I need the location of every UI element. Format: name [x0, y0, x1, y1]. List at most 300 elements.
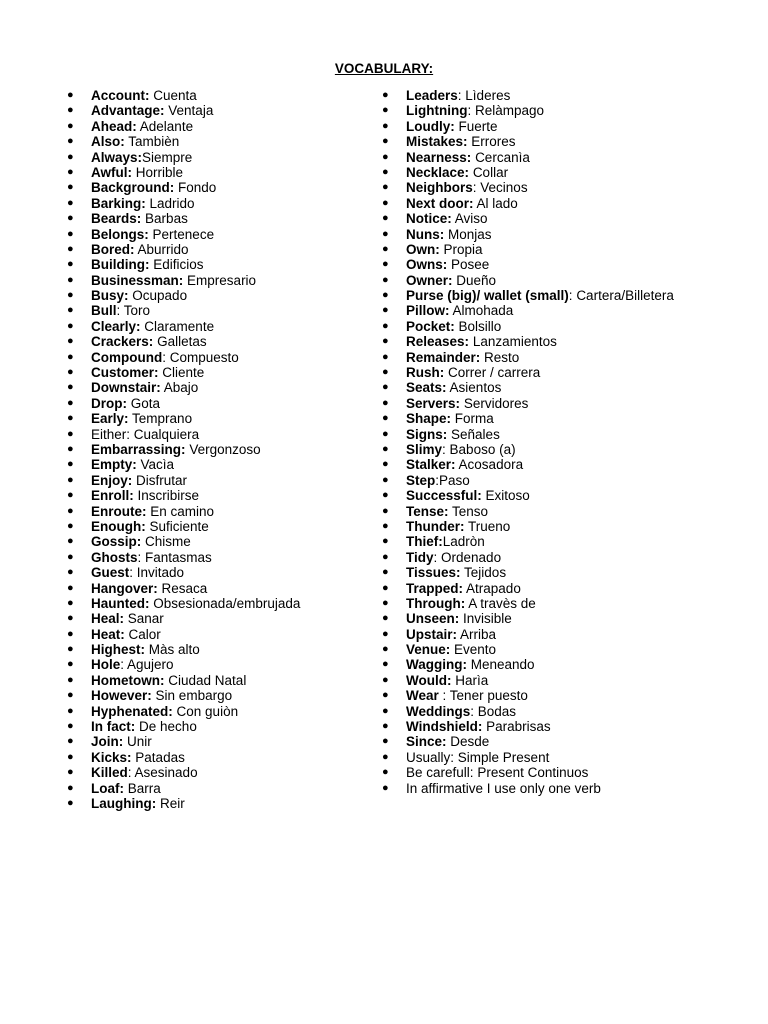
term-separator: : [129, 565, 137, 581]
entry-text [406, 273, 496, 288]
vocabulary-term: Customer: [91, 365, 159, 381]
bullet-icon: ● [67, 150, 74, 163]
entry-text [91, 704, 238, 719]
vocabulary-term: Bored: [91, 241, 135, 257]
bullet-icon: ● [67, 181, 74, 194]
vocabulary-term: Stalker: [406, 457, 456, 473]
vocabulary-entry [382, 519, 762, 534]
vocabulary-term: Empty: [91, 457, 137, 473]
vocabulary-term: Leaders [406, 88, 458, 103]
vocabulary-entry [382, 642, 762, 657]
bullet-icon: ● [382, 581, 389, 594]
vocabulary-entry [67, 350, 367, 365]
vocabulary-term: Enough: [91, 518, 146, 534]
entry-text [91, 119, 193, 134]
vocabulary-translation: Obsesionada/embrujada [153, 595, 301, 611]
bullet-icon: ● [382, 427, 389, 440]
vocabulary-translation: Calor [128, 626, 161, 642]
entry-text [91, 273, 256, 288]
vocabulary-term: Upstair: [406, 626, 458, 642]
entry-text [406, 719, 551, 734]
vocabulary-list-left [67, 88, 367, 811]
bullet-icon: ● [67, 350, 74, 363]
bullet-icon: ● [67, 550, 74, 563]
vocabulary-translation: Ladrido [149, 195, 195, 211]
entry-text [406, 627, 496, 642]
vocabulary-entry [382, 781, 762, 796]
bullet-icon: ● [67, 535, 74, 548]
bullet-icon: ● [67, 581, 74, 594]
vocabulary-entry [382, 211, 762, 226]
entry-text [91, 750, 185, 765]
vocabulary-entry [67, 534, 367, 549]
bullet-icon: ● [67, 304, 74, 317]
vocabulary-translation: Almohada [452, 303, 514, 319]
vocabulary-term: Ahead: [91, 118, 137, 134]
vocabulary-term: Lightning [406, 103, 468, 119]
vocabulary-translation: Dueño [456, 272, 497, 288]
bullet-icon: ● [67, 258, 74, 271]
vocabulary-list-right [382, 88, 762, 796]
bullet-icon: ● [67, 212, 74, 225]
bullet-icon: ● [67, 442, 74, 455]
entry-text [406, 642, 496, 657]
vocabulary-translation: Bodas [477, 703, 517, 719]
vocabulary-translation: Horrible [135, 164, 184, 180]
vocabulary-translation: Aviso [454, 211, 488, 227]
vocabulary-term: Next door: [406, 195, 474, 211]
vocabulary-term: Also: [91, 134, 125, 150]
bullet-icon: ● [67, 89, 74, 101]
bullet-icon: ● [67, 104, 74, 117]
vocabulary-entry [382, 473, 762, 488]
vocabulary-term: Compound [91, 349, 163, 365]
vocabulary-term: Wagging: [406, 657, 467, 673]
vocabulary-term: Hole [91, 657, 121, 673]
vocabulary-entry [67, 581, 367, 596]
vocabulary-entry [67, 165, 367, 180]
vocabulary-translation: Cualquiera [133, 426, 200, 442]
vocabulary-entry [382, 565, 762, 580]
entry-text [406, 303, 513, 318]
bullet-icon: ● [67, 704, 74, 717]
entry-text [406, 257, 489, 272]
bullet-icon: ● [67, 596, 74, 609]
vocabulary-translation: Cliente [162, 365, 205, 381]
vocabulary-term: Tense: [406, 503, 449, 519]
vocabulary-entry [67, 257, 367, 272]
vocabulary-translation: Cercanìa [475, 149, 530, 165]
bullet-icon: ● [67, 135, 74, 148]
bullet-icon: ● [67, 489, 74, 502]
vocabulary-translation: De hecho [139, 719, 197, 735]
entry-text [91, 550, 212, 565]
entry-text [91, 519, 209, 534]
vocabulary-translation: Vacìa [140, 457, 175, 473]
entry-text [406, 457, 523, 472]
bullet-icon: ● [67, 473, 74, 486]
vocabulary-translation: Exitoso [485, 488, 530, 504]
vocabulary-term: Servers: [406, 395, 461, 411]
entry-text [406, 673, 488, 688]
entry-text [91, 103, 213, 118]
vocabulary-entry [67, 396, 367, 411]
vocabulary-translation: Cartera/Billetera [576, 288, 674, 304]
entry-text [91, 596, 300, 611]
vocabulary-term: Owner: [406, 272, 453, 288]
vocabulary-term: Belongs: [91, 226, 149, 242]
vocabulary-entry [382, 550, 762, 565]
vocabulary-entry [382, 704, 762, 719]
vocabulary-entry [67, 288, 367, 303]
term-separator: : [438, 688, 450, 704]
entry-text [406, 581, 521, 596]
entry-text [91, 319, 214, 334]
vocabulary-entry [67, 627, 367, 642]
vocabulary-entry [382, 196, 762, 211]
bullet-icon: ● [382, 535, 389, 548]
vocabulary-entry [67, 657, 367, 672]
term-separator: : [162, 349, 170, 365]
vocabulary-entry [67, 704, 367, 719]
vocabulary-translation: Errores [471, 134, 516, 150]
vocabulary-entry [67, 134, 367, 149]
vocabulary-translation: Barra [127, 780, 161, 796]
vocabulary-term: Through: [406, 595, 466, 611]
entry-text [91, 196, 195, 211]
vocabulary-term: Pillow: [406, 303, 450, 319]
bullet-icon: ● [67, 658, 74, 671]
term-separator: : [435, 472, 440, 488]
bullet-icon: ● [67, 227, 74, 240]
vocabulary-term: Releases: [406, 334, 470, 350]
vocabulary-translation: Tejidos [464, 565, 507, 581]
vocabulary-translation: Disfrutar [136, 472, 188, 488]
bullet-icon: ● [382, 335, 389, 348]
vocabulary-term: Heal: [91, 611, 125, 627]
bullet-icon: ● [67, 119, 74, 132]
bullet-icon: ● [382, 412, 389, 425]
bullet-icon: ● [67, 796, 74, 809]
term-separator: : [457, 88, 466, 103]
vocabulary-term: Enroute: [91, 503, 147, 519]
bullet-icon: ● [67, 750, 74, 763]
vocabulary-term: Signs: [406, 426, 448, 442]
entry-text [91, 504, 214, 519]
vocabulary-entry [382, 673, 762, 688]
vocabulary-translation: Siempre [142, 149, 193, 165]
bullet-icon: ● [67, 427, 74, 440]
term-separator: : [433, 549, 442, 565]
vocabulary-translation: Posee [451, 257, 490, 273]
bullet-icon: ● [382, 750, 389, 763]
vocabulary-term: Be carefull: [406, 765, 474, 781]
entry-text [91, 581, 207, 596]
bullet-icon: ● [67, 643, 74, 656]
entry-text [91, 565, 184, 580]
vocabulary-translation: Patadas [135, 749, 185, 765]
entry-text [406, 504, 488, 519]
entry-text [91, 719, 197, 734]
vocabulary-translation: Resto [484, 349, 520, 365]
bullet-icon: ● [382, 381, 389, 394]
entry-text [91, 781, 161, 796]
vocabulary-entry [382, 581, 762, 596]
vocabulary-term: Account: [91, 88, 150, 103]
bullet-icon: ● [382, 489, 389, 502]
bullet-icon: ● [382, 473, 389, 486]
vocabulary-term: Venue: [406, 642, 451, 658]
vocabulary-entry [382, 257, 762, 272]
entry-text [406, 534, 485, 549]
bullet-icon: ● [67, 735, 74, 748]
entry-text [91, 673, 246, 688]
vocabulary-term: Trapped: [406, 580, 464, 596]
entry-text [406, 657, 535, 672]
vocabulary-translation: Señales [451, 426, 500, 442]
vocabulary-translation: Inscribirse [137, 488, 200, 504]
vocabulary-term: Awful: [91, 164, 132, 180]
entry-text [91, 488, 199, 503]
entry-text [406, 750, 549, 765]
bullet-icon: ● [382, 227, 389, 240]
vocabulary-term: Haunted: [91, 595, 150, 611]
vocabulary-entry [67, 765, 367, 780]
bullet-icon: ● [382, 289, 389, 302]
vocabulary-entry [67, 750, 367, 765]
entry-text [91, 688, 232, 703]
vocabulary-translation: Cuenta [153, 88, 197, 103]
entry-text [91, 257, 204, 272]
vocabulary-entry [382, 380, 762, 395]
vocabulary-entry [67, 150, 367, 165]
entry-text [91, 334, 207, 349]
entry-text [406, 365, 540, 380]
bullet-icon: ● [67, 504, 74, 517]
bullet-icon: ● [382, 735, 389, 748]
bullet-icon: ● [67, 319, 74, 332]
vocabulary-term: Crackers: [91, 334, 154, 350]
vocabulary-entry [382, 227, 762, 242]
entry-text [91, 657, 174, 672]
vocabulary-term: Loudly: [406, 118, 455, 134]
bullet-icon: ● [67, 612, 74, 625]
entry-text [406, 165, 508, 180]
vocabulary-translation: Correr / carrera [448, 365, 541, 381]
vocabulary-translation: Aburrido [137, 241, 189, 257]
entry-text [91, 611, 164, 626]
entry-text [406, 103, 544, 118]
bullet-icon: ● [382, 89, 389, 101]
vocabulary-entry [382, 134, 762, 149]
entry-text [91, 180, 216, 195]
bullet-icon: ● [382, 627, 389, 640]
vocabulary-translation: Desde [450, 734, 490, 750]
term-separator: : [127, 765, 135, 781]
term-separator: : [467, 103, 475, 119]
bullet-icon: ● [382, 720, 389, 733]
vocabulary-translation: Adelante [139, 118, 194, 134]
bullet-icon: ● [382, 258, 389, 271]
bullet-icon: ● [67, 196, 74, 209]
vocabulary-translation: Vecinos [480, 180, 528, 196]
vocabulary-translation: Gota [130, 395, 161, 411]
vocabulary-term: Early: [91, 411, 129, 427]
entry-text [91, 411, 192, 426]
entry-text [406, 473, 470, 488]
entry-text [91, 396, 160, 411]
vocabulary-translation: Unir [127, 734, 152, 750]
bullet-icon: ● [382, 612, 389, 625]
vocabulary-translation: Ocupado [132, 288, 188, 304]
vocabulary-term: Own: [406, 241, 440, 257]
vocabulary-translation: Bolsillo [458, 318, 502, 334]
vocabulary-translation: Fondo [178, 180, 217, 196]
vocabulary-entry [67, 88, 367, 103]
bullet-icon: ● [382, 366, 389, 379]
vocabulary-entry [382, 688, 762, 703]
vocabulary-term: Advantage: [91, 103, 165, 119]
vocabulary-term: Step [406, 472, 436, 488]
vocabulary-translation: Invitado [136, 565, 185, 581]
bullet-icon: ● [382, 273, 389, 286]
entry-text [91, 796, 185, 811]
entry-text [406, 380, 501, 395]
entry-text [406, 350, 519, 365]
entry-text [406, 227, 492, 242]
vocabulary-translation: Tener puesto [449, 688, 528, 704]
vocabulary-entry [67, 457, 367, 472]
vocabulary-translation: Tambièn [128, 134, 180, 150]
bullet-icon: ● [67, 673, 74, 686]
bullet-icon: ● [382, 658, 389, 671]
vocabulary-entry [382, 765, 762, 780]
entry-text [406, 550, 501, 565]
entry-text [406, 288, 674, 303]
vocabulary-translation: Lìderes [465, 88, 511, 103]
vocabulary-translation: Forma [454, 411, 494, 427]
bullet-icon: ● [67, 165, 74, 178]
entry-text [91, 303, 150, 318]
vocabulary-term: Weddings [406, 703, 471, 719]
vocabulary-translation: Galletas [157, 334, 207, 350]
vocabulary-translation: Reir [160, 795, 185, 811]
bullet-icon: ● [67, 396, 74, 409]
entry-text [406, 411, 494, 426]
entry-text [91, 534, 191, 549]
vocabulary-translation: Collar [472, 164, 509, 180]
vocabulary-translation: Pertenece [152, 226, 215, 242]
vocabulary-entry [67, 319, 367, 334]
vocabulary-term: Purse (big)/ wallet (small) [406, 288, 569, 304]
bullet-icon: ● [67, 458, 74, 471]
vocabulary-entry [382, 165, 762, 180]
vocabulary-entry [67, 473, 367, 488]
entry-text [91, 473, 187, 488]
entry-text [91, 642, 200, 657]
bullet-icon: ● [67, 289, 74, 302]
entry-text [406, 704, 516, 719]
bullet-icon: ● [382, 304, 389, 317]
vocabulary-term: Laughing: [91, 795, 157, 811]
bullet-icon: ● [67, 335, 74, 348]
vocabulary-entry [67, 596, 367, 611]
entry-text [91, 380, 198, 395]
bullet-icon: ● [67, 366, 74, 379]
vocabulary-translation: Tenso [452, 503, 489, 519]
entry-text [91, 211, 188, 226]
vocabulary-entry [382, 396, 762, 411]
vocabulary-entry [67, 550, 367, 565]
vocabulary-term: Heat: [91, 626, 125, 642]
entry-text [406, 211, 488, 226]
vocabulary-entry [382, 273, 762, 288]
vocabulary-term: Neighbors [406, 180, 473, 196]
vocabulary-translation: Monjas [448, 226, 492, 242]
vocabulary-entry [67, 519, 367, 534]
vocabulary-term: Busy: [91, 288, 129, 304]
vocabulary-translation: Vergonzoso [189, 441, 261, 457]
vocabulary-entry [382, 627, 762, 642]
vocabulary-term: Barking: [91, 195, 146, 211]
vocabulary-translation: Arriba [460, 626, 497, 642]
vocabulary-entry [382, 350, 762, 365]
vocabulary-translation: Ciudad Natal [168, 672, 247, 688]
vocabulary-entry [67, 688, 367, 703]
vocabulary-entry [67, 119, 367, 134]
vocabulary-entry [67, 227, 367, 242]
vocabulary-entry [67, 611, 367, 626]
vocabulary-entry [382, 365, 762, 380]
vocabulary-entry [67, 796, 367, 811]
vocabulary-entry [67, 673, 367, 688]
vocabulary-term: Thunder: [406, 518, 465, 534]
vocabulary-entry [382, 103, 762, 118]
vocabulary-entry [382, 427, 762, 442]
vocabulary-entry [382, 411, 762, 426]
bullet-icon: ● [382, 504, 389, 517]
vocabulary-translation: Suficiente [149, 518, 209, 534]
bullet-icon: ● [67, 766, 74, 779]
vocabulary-entry [382, 319, 762, 334]
vocabulary-entry [382, 119, 762, 134]
vocabulary-entry [67, 427, 367, 442]
bullet-icon: ● [382, 442, 389, 455]
vocabulary-translation: Con guiòn [176, 703, 239, 719]
vocabulary-term: Hometown: [91, 672, 165, 688]
vocabulary-term: Windshield: [406, 719, 483, 735]
vocabulary-term: Highest: [91, 642, 145, 658]
bullet-icon: ● [67, 689, 74, 702]
entry-text [91, 150, 192, 165]
page-title: VOCABULARY: [334, 61, 434, 76]
vocabulary-term: Businessman: [91, 272, 184, 288]
vocabulary-translation: Edificios [153, 257, 204, 273]
term-separator: : [442, 441, 450, 457]
vocabulary-translation: A travès de [468, 595, 536, 611]
vocabulary-entry [67, 211, 367, 226]
vocabulary-translation: Toro [123, 303, 151, 319]
entry-text [91, 242, 189, 257]
bullet-icon: ● [382, 704, 389, 717]
entry-text [91, 442, 261, 457]
entry-text [406, 442, 516, 457]
vocabulary-entry [382, 303, 762, 318]
bullet-icon: ● [382, 104, 389, 117]
vocabulary-translation: Sanar [127, 611, 164, 627]
vocabulary-term: Since: [406, 734, 447, 750]
vocabulary-term: Kicks: [91, 749, 132, 765]
